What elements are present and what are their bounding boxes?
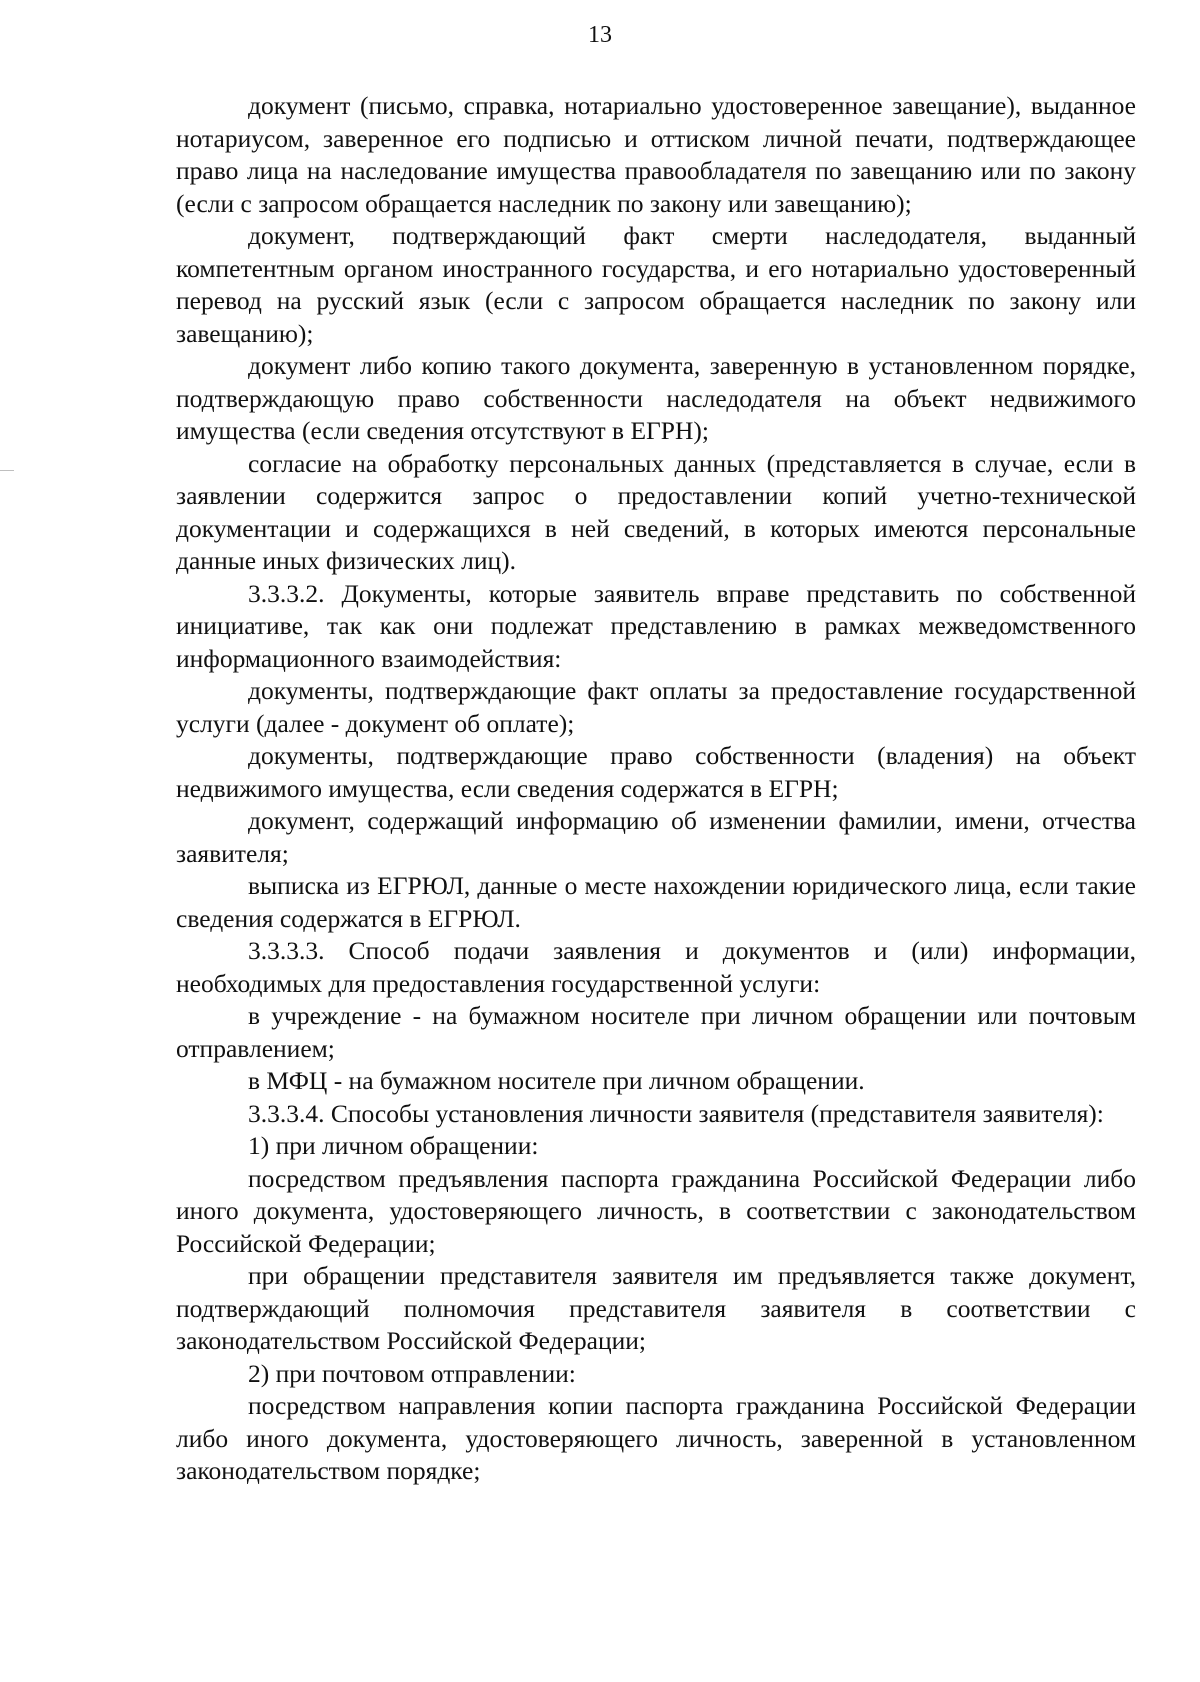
paragraph-8: документ, содержащий информацию об изменении фамилии, имени, отчества заявителя; [176,806,1136,868]
paragraph-17: 2) при почтовом отправлении: [248,1358,576,1388]
paragraph-2: документ, подтверждающий факт смерти наследодателя, выданный компетентным органом иностранного государства, и его нотариально удостоверенный перевод на русский язык (если с запросом обращается наследник по закону или завещанию); [176,221,1136,348]
paragraph-13: 3.3.3.4. Способы установления личности заявителя (представителя заявителя): [248,1098,1104,1128]
paragraph-6: документы, подтверждающие факт оплаты за предоставление государственной услуги (далее - документ об оплате); [176,676,1136,738]
paragraph-1: документ (письмо, справка, нотариально удостоверенное завещание), выданное нотариусом, заверенное его подписью и оттиском личной печати, подтверждающее право лица на наследование имущества правообладателя по завещанию или по закону (если с запросом обращается наследник по закону или завещанию); [176,91,1136,218]
paragraph-11: в учреждение - на бумажном носителе при личном обращении или почтовым отправлением; [176,1001,1136,1063]
paragraph-7: документы, подтверждающие право собственности (владения) на объект недвижимого имущества, если сведения содержатся в ЕГРН; [176,741,1136,803]
paragraph-12: в МФЦ - на бумажном носителе при личном обращении. [248,1066,865,1095]
paragraph-4: согласие на обработку персональных данных (представляется в случае, если в заявлении содержится запрос о предоставлении копий учетно-технической документации и содержащихся в ней сведений, в которых имеются персональные данные иных физических лиц). [176,448,1136,575]
page-number: 13 [588,22,612,48]
paragraph-9: выписка из ЕГРЮЛ, данные о месте нахождении юридического лица, если такие сведения содержатся в ЕГРЮЛ. [176,871,1136,933]
paragraph-10: 3.3.3.3. Способ подачи заявления и документов и (или) информации, необходимых для предоставления государственной услуги: [176,936,1136,998]
paragraph-16: при обращении представителя заявителя им предъявляется также документ, подтверждающий полномочия представителя заявителя в соответствии с законодательством Российской Федерации; [176,1261,1136,1355]
paragraph-14: 1) при личном обращении: [248,1131,539,1160]
document-body [176,90,1136,1488]
paragraph-15: посредством предъявления паспорта гражданина Российской Федерации либо иного документа, удостоверяющего личность, в соответствии с законодательством Российской Федерации; [176,1163,1136,1258]
paragraph-3: документ либо копию такого документа, заверенную в установленном порядке, подтверждающую право собственности наследодателя на объект недвижимого имущества (если сведения отсутствуют в ЕГРН); [176,351,1136,445]
scan-edge-mark [0,470,14,471]
paragraph-5: 3.3.3.2. Документы, которые заявитель вправе представить по собственной инициативе, так как они подлежат представлению в рамках межведомственного информационного взаимодействия: [176,578,1136,673]
paragraph-18: посредством направления копии паспорта гражданина Российской Федерации либо иного документа, удостоверяющего личность, заверенной в установленном законодательством порядке; [176,1391,1136,1485]
